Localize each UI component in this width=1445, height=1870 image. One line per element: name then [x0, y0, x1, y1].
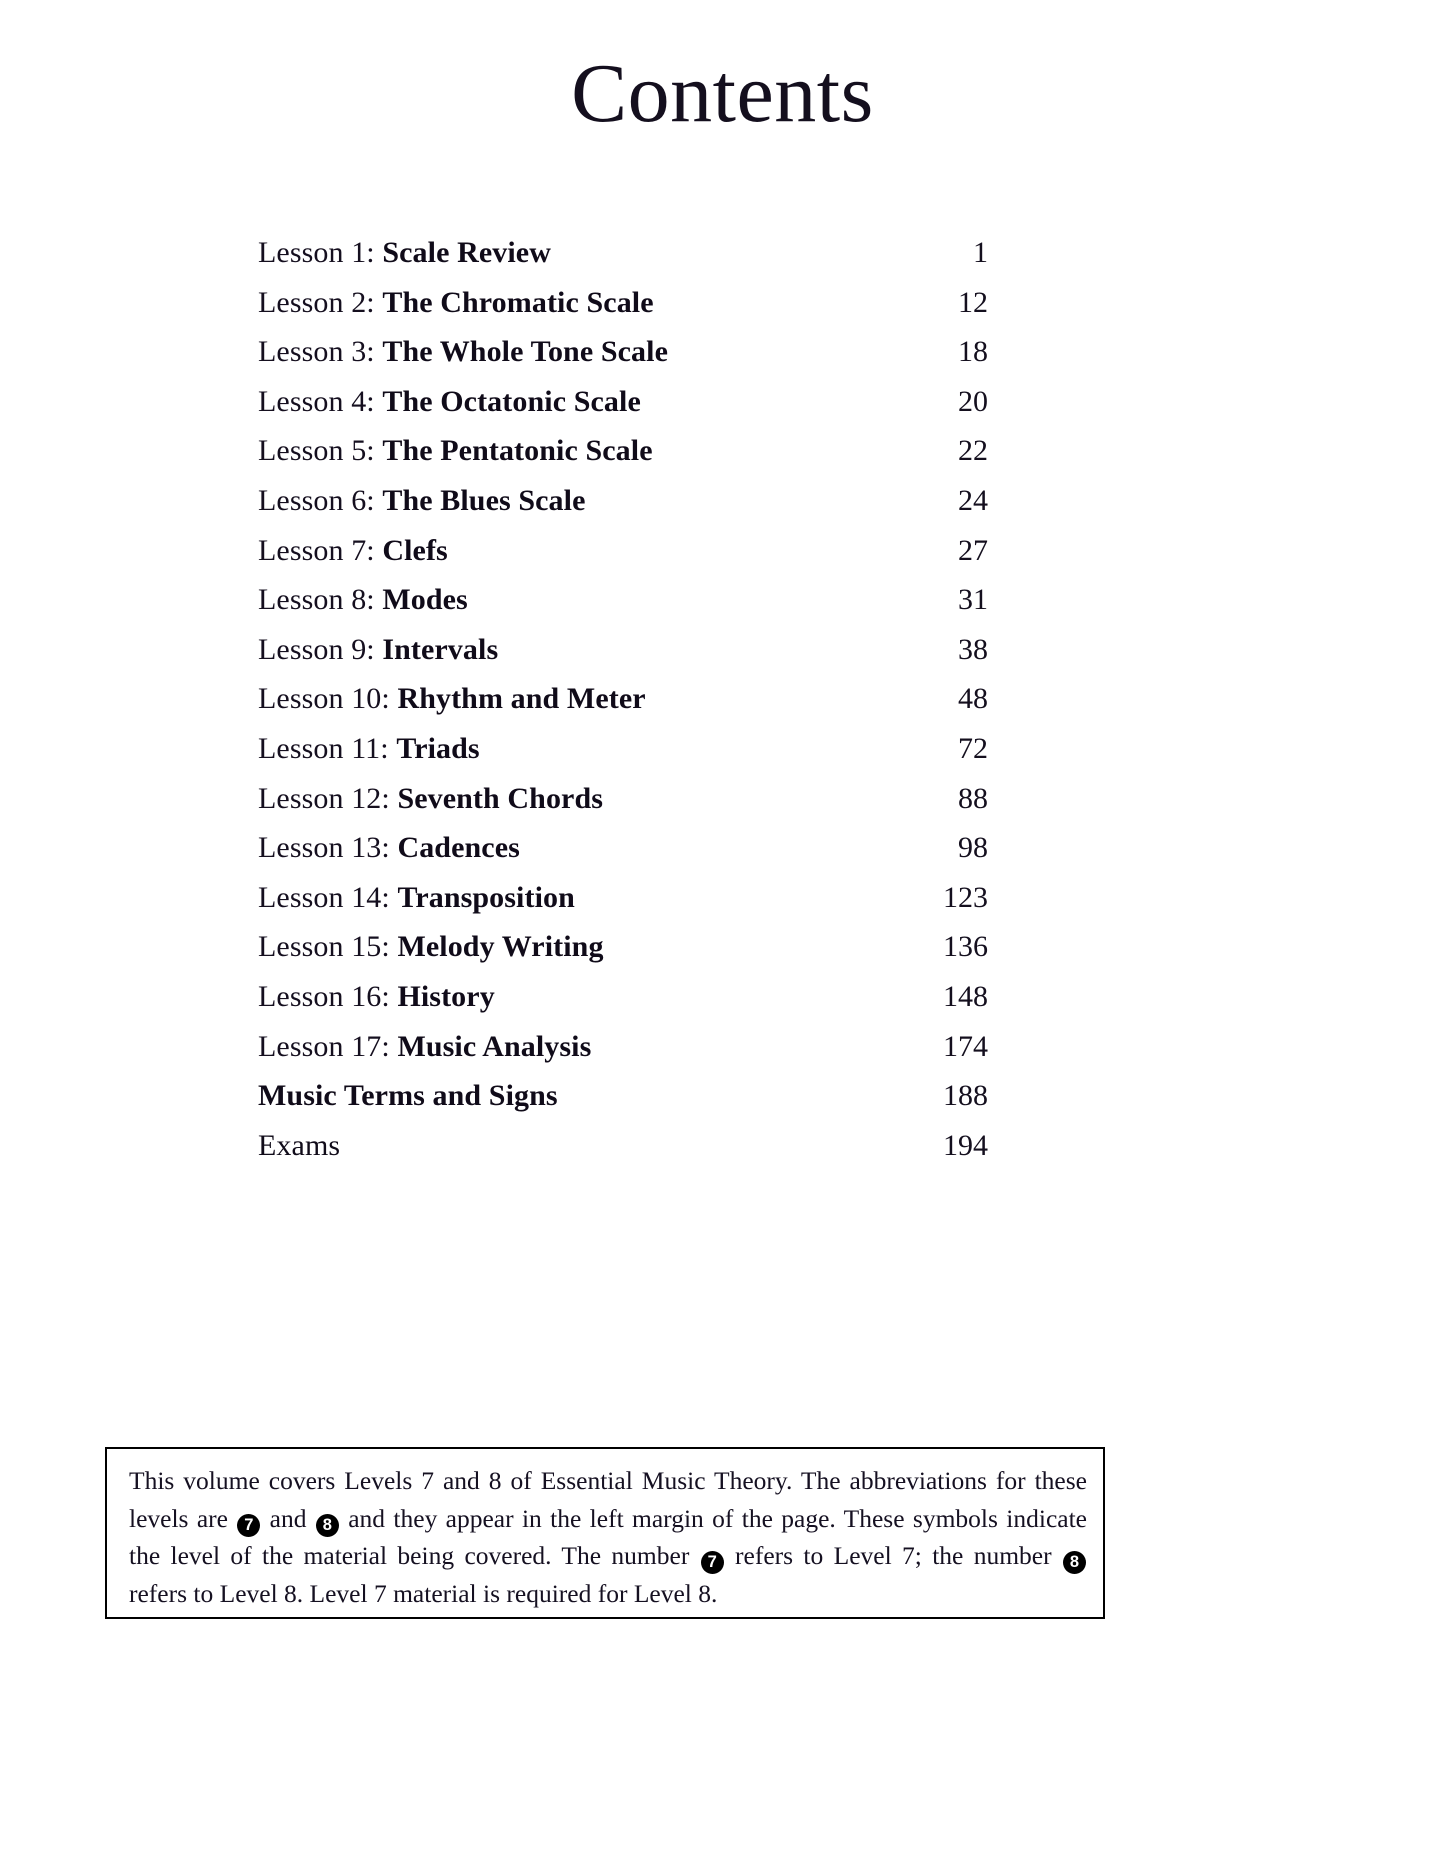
toc-row[interactable] [258, 873, 988, 923]
toc-row[interactable] [258, 823, 988, 873]
toc-page-number: 188 [943, 1079, 988, 1113]
toc-lesson-label: Lesson 10: [258, 682, 398, 716]
toc-page-number: 194 [943, 1128, 988, 1162]
toc-row[interactable] [258, 575, 988, 625]
toc-row[interactable] [258, 278, 988, 328]
level-8-badge-icon: 8 [1063, 1551, 1086, 1574]
toc-lesson-label: Lesson 12: [258, 781, 398, 815]
toc-entry-title: Transposition [397, 880, 575, 914]
toc-page-number: 174 [943, 1029, 988, 1063]
toc-page-number: 27 [958, 533, 988, 567]
toc-entry-title: Triads [396, 731, 480, 765]
toc-page-number: 20 [958, 384, 988, 418]
toc-row[interactable] [258, 1022, 988, 1072]
toc-row[interactable] [258, 327, 988, 377]
toc-page-number: 148 [943, 979, 988, 1013]
toc-entry-title: The Chromatic Scale [382, 285, 654, 319]
level-8-badge-icon: 8 [316, 1514, 339, 1537]
toc-lesson-label: Lesson 14: [258, 880, 398, 914]
toc-page-number: 98 [958, 831, 988, 865]
toc-page-number: 38 [958, 632, 988, 666]
toc-page-number: 31 [958, 583, 988, 617]
toc-row[interactable] [258, 724, 988, 774]
toc-entry-title: Seventh Chords [397, 781, 604, 815]
legend-text-run: and [261, 1503, 315, 1533]
toc-row[interactable] [258, 228, 988, 278]
toc-row[interactable] [258, 774, 988, 824]
toc-entry-title: Scale Review [382, 236, 551, 269]
toc-lesson-label: Lesson 7: [258, 533, 383, 567]
toc-row[interactable] [258, 1071, 988, 1121]
table-of-contents [258, 228, 988, 1170]
toc-page-number: 123 [943, 880, 988, 914]
level-7-badge-icon: 7 [237, 1514, 260, 1537]
toc-lesson-label: Lesson 1: [258, 236, 383, 269]
toc-entry-title: History [397, 979, 495, 1013]
legend-text-run: refers to Level 7; the number [724, 1541, 1062, 1570]
toc-entry-title: Exams [258, 1128, 341, 1162]
toc-entry-title: Intervals [382, 632, 499, 666]
toc-entry-title: Music Analysis [397, 1029, 592, 1063]
toc-lesson-label: Lesson 9: [258, 632, 383, 666]
toc-page-number: 88 [958, 781, 988, 815]
toc-lesson-label: Lesson 3: [258, 335, 383, 369]
toc-lesson-label: Lesson 15: [258, 930, 398, 964]
toc-lesson-label: Lesson 16: [258, 979, 398, 1013]
toc-lesson-label: Lesson 5: [258, 434, 383, 468]
toc-page-number: 48 [958, 682, 988, 716]
toc-row[interactable] [258, 674, 988, 724]
toc-entry-title: The Octatonic Scale [382, 384, 641, 418]
toc-entry-title: Rhythm and Meter [397, 682, 646, 716]
toc-entry-title: Clefs [382, 533, 448, 567]
toc-row[interactable] [258, 1121, 988, 1171]
legend-text-run: refers to Level 8. Level 7 material is required for Level 8. [129, 1578, 718, 1608]
toc-lesson-label: Lesson 11: [258, 731, 397, 765]
toc-lesson-label: Lesson 17: [258, 1029, 398, 1063]
toc-row[interactable] [258, 377, 988, 427]
toc-lesson-label: Lesson 2: [258, 285, 383, 319]
level-legend-text [129, 1462, 1087, 1612]
toc-entry-title: The Whole Tone Scale [382, 335, 668, 369]
toc-row[interactable] [258, 972, 988, 1022]
toc-entry-title: Cadences [397, 831, 520, 865]
toc-entry-title: The Blues Scale [382, 483, 586, 517]
toc-page-number: 12 [958, 285, 988, 319]
toc-lesson-label: Lesson 4: [258, 384, 383, 418]
toc-row[interactable] [258, 625, 988, 675]
toc-row[interactable] [258, 476, 988, 526]
toc-page-number: 24 [958, 483, 988, 517]
toc-row[interactable] [258, 922, 988, 972]
level-7-badge-icon: 7 [701, 1551, 724, 1574]
toc-page-number: 22 [958, 434, 988, 468]
toc-row[interactable] [258, 526, 988, 576]
toc-entry-title: Modes [382, 583, 468, 617]
toc-entry-title: Music Terms and Signs [258, 1079, 558, 1113]
toc-lesson-label: Lesson 13: [258, 831, 398, 865]
toc-page-number: 136 [943, 930, 988, 964]
toc-lesson-label: Lesson 6: [258, 483, 383, 517]
toc-entry-title: The Pentatonic Scale [382, 434, 653, 468]
toc-page-number: 72 [958, 731, 988, 765]
level-legend-box [105, 1447, 1105, 1619]
legend-text-run: and they appear in the left margin of the page. These symbols indicate the level of the material being covered. The number [129, 1503, 1087, 1570]
page-title: Contents [571, 47, 874, 140]
toc-row[interactable] [258, 426, 988, 476]
toc-lesson-label: Lesson 8: [258, 583, 383, 617]
toc-page-number: 18 [958, 335, 988, 369]
toc-page-number: 1 [973, 236, 988, 269]
toc-entry-title: Melody Writing [397, 930, 604, 964]
legend-text-run: This volume covers Levels 7 and 8 of Essential Music Theory. The abbreviations for these levels are [129, 1466, 1087, 1533]
